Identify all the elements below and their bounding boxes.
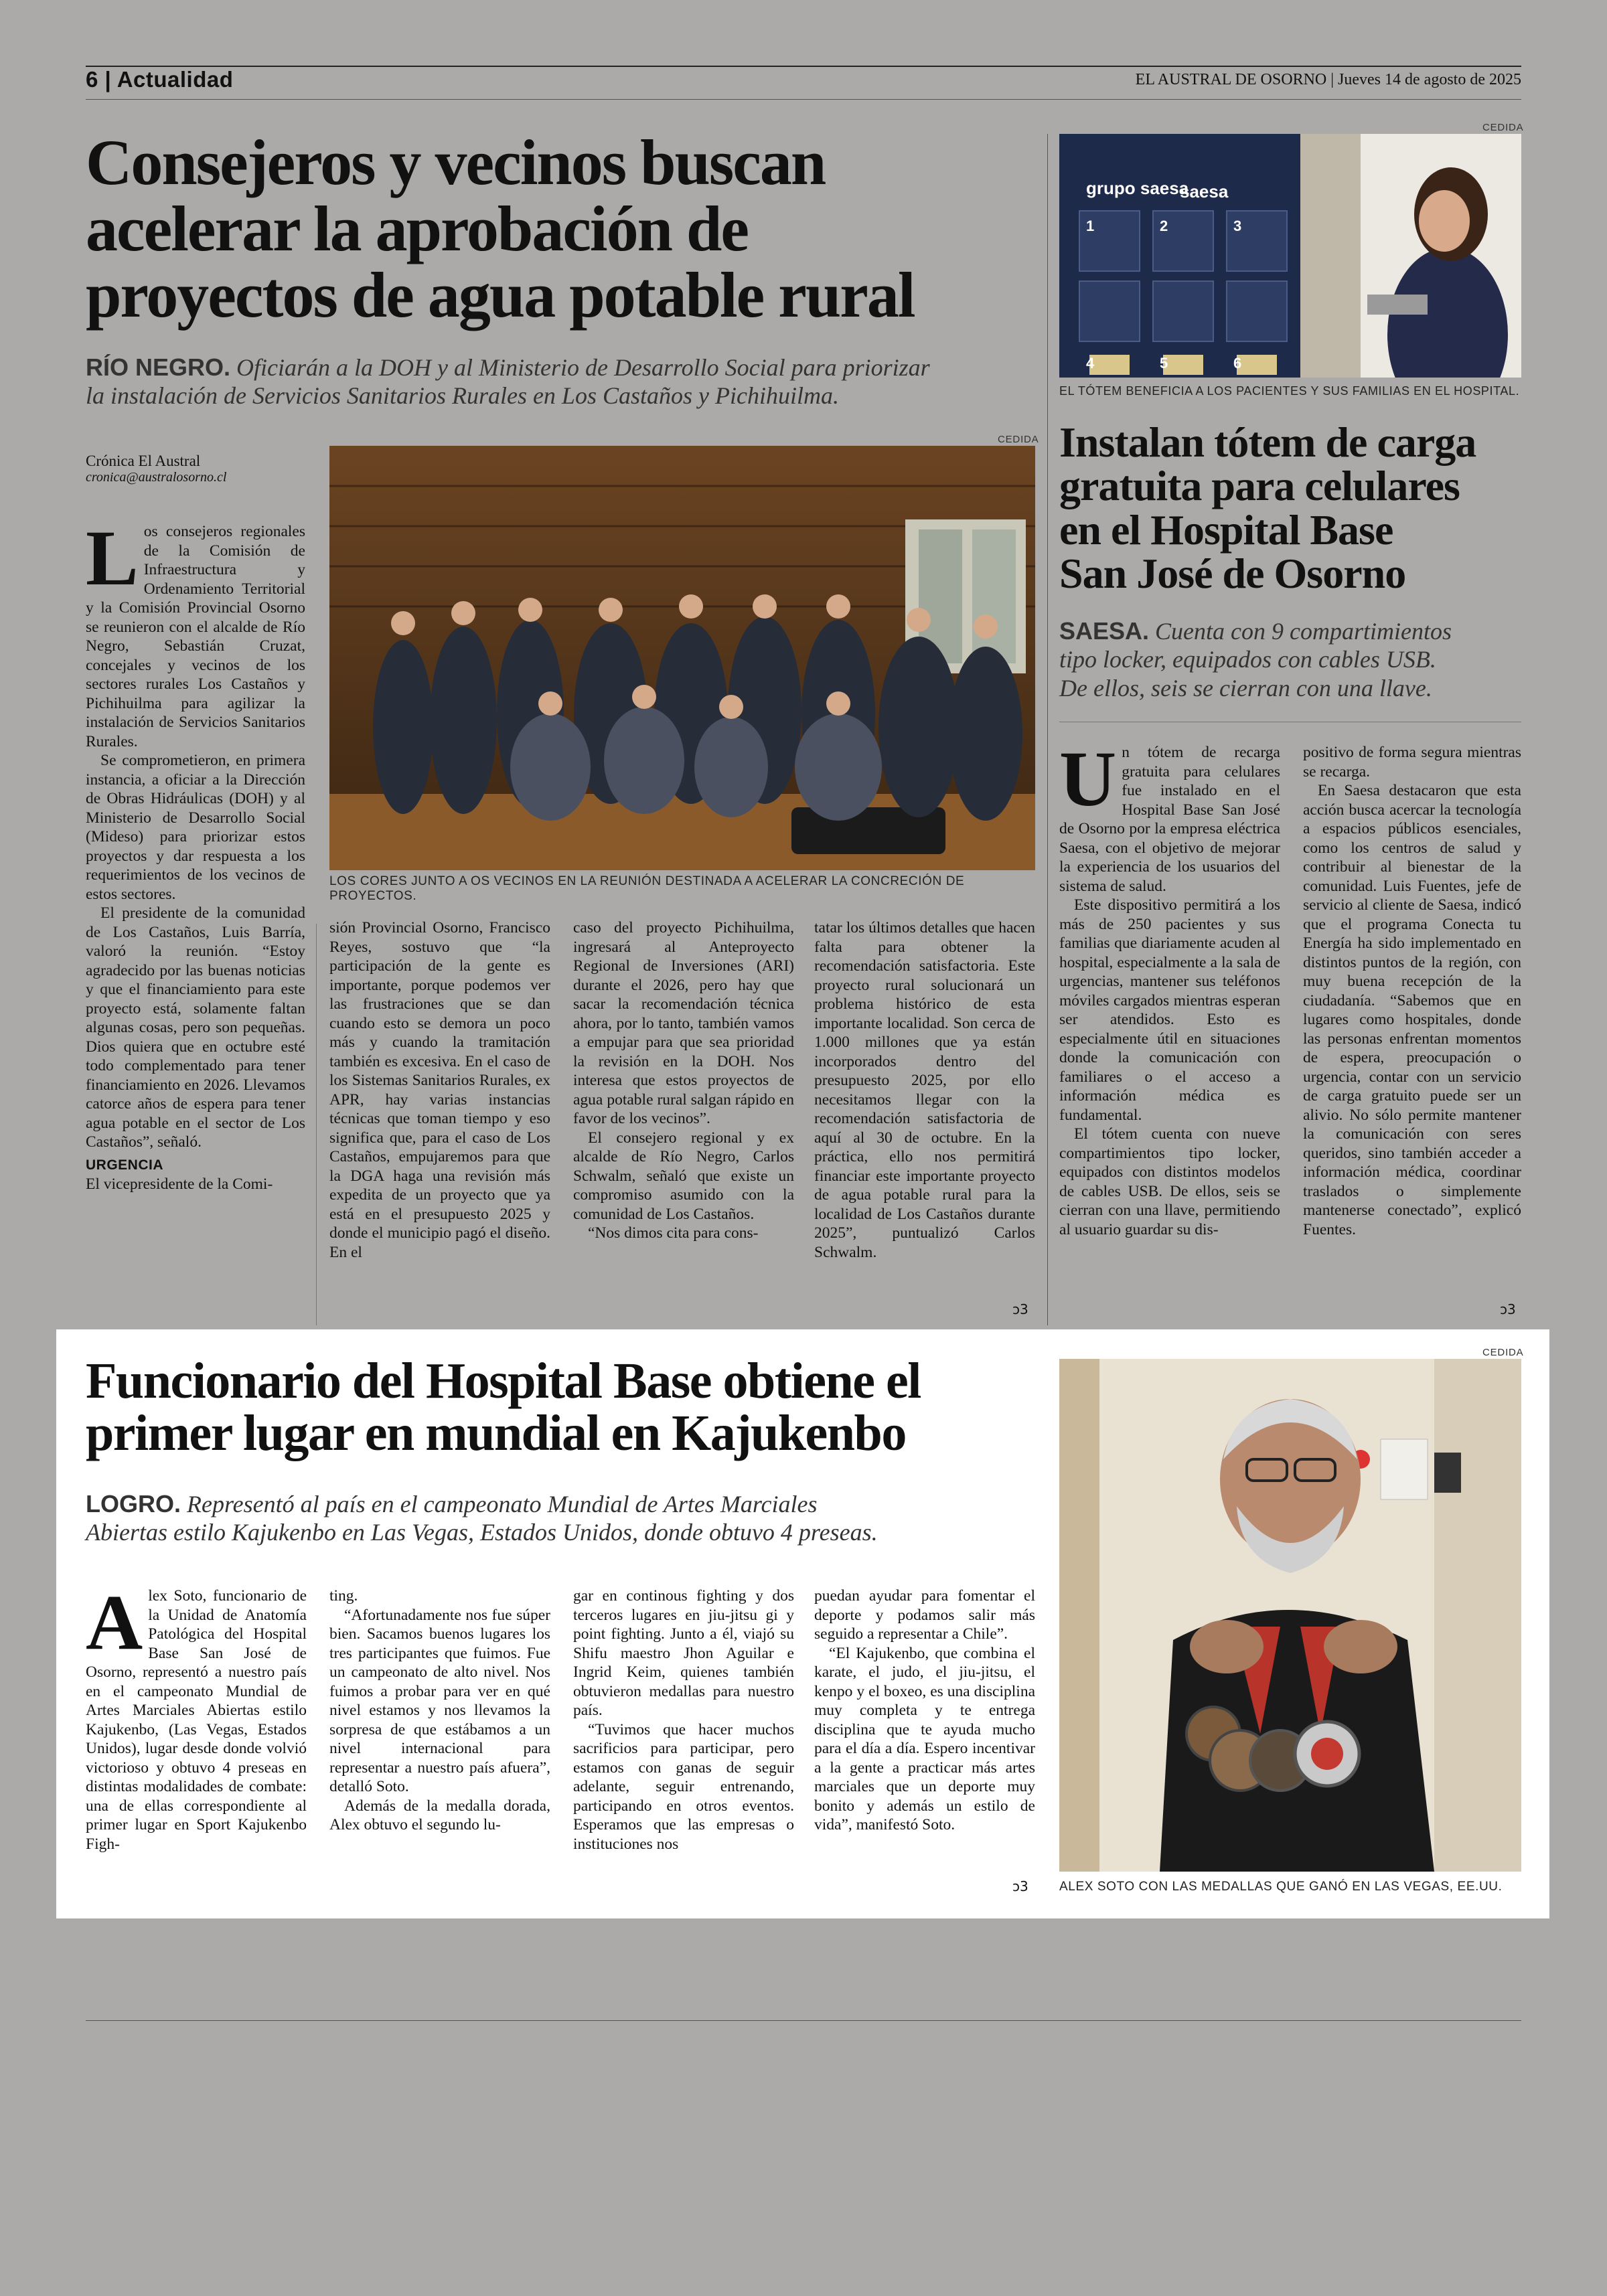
article2-photo-credit: CEDIDA (1482, 122, 1524, 133)
paragraph: lex Soto, funcionario de la Unidad de Anatomía Patológica del Hospital Base San José de Osorno, representó a nuestro país en el campeonato Mundial de Artes Marciales Abiertas estilo Kajukenbo, (Las Vegas, Estados Unidos), lugar desde donde volvió victorioso y obtuvo 4 preseas en distintas modalidades de combate: una de ellas correspondiente al primer lugar en Sport Kajukenbo Figh- (86, 1587, 307, 1853)
article1-byline (86, 453, 226, 485)
top-rule (86, 66, 1521, 67)
article1-headline (86, 127, 915, 331)
deck-line: De ellos, seis se cierran con una llave. (1059, 674, 1432, 702)
paragraph: n tótem de recarga gratuita para celulares fue instalado en el Hospital Base San José de Osorno por la empresa eléctrica Saesa, con el objetivo de mejorar la experiencia de los usuarios del sistema de salud. (1059, 744, 1280, 895)
article1-column-3 (573, 918, 794, 1243)
article3-deck (86, 1490, 1050, 1547)
headline-line: en el Hospital Base (1059, 505, 1393, 554)
publication-dateline (1136, 71, 1521, 89)
group-meeting-photo (329, 446, 1035, 870)
paragraph: positivo de forma segura mientras se recarga. (1303, 744, 1521, 781)
article3-photo-caption: ALEX SOTO CON LAS MEDALLAS QUE GANÓ EN LAS VEGAS, EE.UU. (1059, 1880, 1503, 1894)
deck-line: la instalación de Servicios Sanitarios Rurales en Los Castaños y Pichihuilma. (86, 382, 839, 410)
headline-line: Instalan tótem de carga (1059, 418, 1476, 466)
end-mark-icon: ↄ3 (1012, 1301, 1028, 1317)
locker-number: 4 (1086, 355, 1095, 372)
article1-deck (86, 353, 1037, 410)
drop-cap: U (1059, 735, 1117, 823)
paragraph: sión Provincial Osorno, Francisco Reyes, sostuvo que “la participación de la gente es importante, porque podemos ver las frustraciones que se dan cuando esto se demora un poco más y cuando la tramitación también es excesiva. En el caso de los Sistemas Sanitarios Rurales, ex APR, hay varias instancias técnicas que toman tiempo y eso significa que, para el caso de Los Castaños, empujaremos para que la DGA haga una revisión más expedita de un proyecto que ya está en el presupuesto 2025 y donde el municipio pagó el diseño. En el (329, 919, 550, 1261)
deck-line: tipo locker, equipados con cables USB. (1059, 646, 1436, 673)
column-rule (316, 924, 317, 1325)
article1-kicker: RÍO NEGRO. (86, 353, 231, 381)
drop-cap: L (86, 514, 139, 602)
article3-column-1 (86, 1578, 307, 1854)
bottom-rule (86, 2020, 1521, 2021)
paragraph: gar en continous fighting y dos terceros lugares en jiu-jitsu gi y point fighting. Junto a él, viajó su Shifu maestro Jhon Aguilar e Ingrid Keim, quienes también obtuvieron medallas para nuestro país. (573, 1587, 794, 1719)
paragraph: os consejeros regionales de la Comisión de Infraestructura y Ordenamiento Territorial y la Comisión Provincial Osorno se reunieron con el alcalde de Río Negro, Sebastián Cruzat, concejales y vecinos de los sectores rurales Los Castaños y Pichihuilma para agilizar la instalación de Servicios Sanitarios Rurales. (86, 523, 305, 750)
article1-photo-caption: LOS CORES JUNTO A OS VECINOS EN LA REUNIÓN DESTINADA A ACELERAR LA CONCRECIÓN DE PROYECTOS. (329, 874, 965, 903)
headline-line: gratuita para celulares (1059, 462, 1460, 510)
totem-brand-text: grupo saesa (1086, 178, 1189, 198)
medalist-photo (1059, 1359, 1521, 1872)
issue-date: | Jueves 14 de agosto de 2025 (1326, 71, 1521, 88)
article1-column-4 (814, 918, 1035, 1262)
paragraph: “Tuvimos que hacer muchos sacrificios para participar, pero estamos con ganas de seguir adelante, seguir entrenando, participando en otros eventos. Esperamos que las empresas o instituciones nos (573, 1720, 794, 1853)
article2-headline (1059, 420, 1476, 595)
article2-deck (1059, 617, 1521, 702)
byline-email: cronica@australosorno.cl (86, 470, 227, 485)
article2-column-2 (1303, 743, 1521, 1239)
paragraph: El vicepresidente de la Comi- (86, 1175, 273, 1193)
paragraph: tatar los últimos detalles que hacen falta para obtener la recomendación satisfactoria. Este proyecto rural solucionará un problema histórico de esta importante localidad. Son cerca de 1.000 millones que ya están incorporados dentro del presupuesto 2025, por ello necesitamos llegar con la recomendación satisfactoria de aquí al 30 de octubre. En la práctica, ello nos permitirá financiar este importante proyecto de agua potable rural para la localidad de Los Castaños durante 2025”, puntualizó Carlos Schwalm. (814, 919, 1035, 1261)
end-mark-icon: ↄ3 (1500, 1301, 1516, 1317)
article1-column-1 (86, 514, 305, 1194)
deck-line: Abiertas estilo Kajukenbo en Las Vegas, Estados Unidos, donde obtuvo 4 preseas. (86, 1519, 878, 1546)
totem-brand-text: saesa (1180, 181, 1229, 201)
section-label: 6 | Actualidad (86, 67, 234, 92)
headline-line: primer lugar en mundial en Kajukenbo (86, 1405, 906, 1462)
article3-column-2 (329, 1586, 550, 1835)
end-mark-icon: ↄ3 (1012, 1878, 1028, 1894)
byline-name: Crónica El Austral (86, 453, 201, 469)
drop-cap: A (86, 1578, 143, 1666)
article3-column-3 (573, 1586, 794, 1854)
paragraph: “Nos dimos cita para cons- (588, 1224, 759, 1242)
article2-photo-caption: EL TÓTEM BENEFICIA A LOS PACIENTES Y SUS FAMILIAS EN EL HOSPITAL. (1059, 384, 1520, 398)
paragraph: “El Kajukenbo, que combina el karate, el judo, el jiu-jitsu, el kenpo y el boxeo, es una disciplina muy completa y te entrega disciplina que te ayuda mucho para el día a día. Espero incentivar a la gente a practicar más artes marciales que un deporte muy bonito y además un estilo de vida”, manifestó Soto. (814, 1644, 1035, 1833)
headline-line: acelerar la aprobación de (86, 192, 748, 264)
paragraph: ting. (329, 1587, 358, 1605)
article3-headline (86, 1355, 921, 1460)
paragraph: Este dispositivo permitirá a los más de 250 pacientes y sus familias que diariamente acuden al hospital, especialmente a la sala de urgencias, mantener sus teléfonos móviles cargados mientras esperan ser atendidos. Esto es especialmente útil en situaciones donde la comunicación con familiares o el acceso a información médica es fundamental. (1059, 896, 1280, 1124)
deck-line: Cuenta con 9 compartimientos (1149, 618, 1452, 645)
article2-column-1 (1059, 735, 1280, 1239)
paragraph: Se comprometieron, en primera instancia, a oficiar a la Dirección de Obras Hidráulicas (DOH) y al Ministerio de Desarrollo Social (Mideso) para priorizar estos proyectos y dar respuesta a los requerimientos de los vecinos de estos sectores. (86, 752, 305, 903)
publication-name: EL AUSTRAL DE OSORNO (1135, 71, 1327, 88)
article1-column-2 (329, 918, 550, 1262)
paragraph: “Afortunadamente nos fue súper bien. Sacamos buenos lugares los tres participantes que fuimos. Fue un campeonato de alto nivel. Nos fuimos a probar para ver en qué nivel estamos y nos llevamos la sorpresa de que estábamos a un nivel internacional para representar a nuestro país afuera”, detalló Soto. (329, 1606, 550, 1795)
locker-number: 5 (1160, 355, 1168, 372)
headline-line: San José de Osorno (1059, 549, 1406, 597)
headline-line: Consejeros y vecinos buscan (86, 127, 826, 198)
column-divider (1047, 134, 1048, 1325)
subhead: URGENCIA (86, 1157, 164, 1173)
deck-line: Representó al país en el campeonato Mundial de Artes Marciales (181, 1491, 818, 1518)
totem-photo (1059, 134, 1521, 378)
paragraph: puedan ayudar para fomentar el deporte y podamos salir más seguido a representar a Chile”. (814, 1587, 1035, 1643)
article2-kicker: SAESA. (1059, 617, 1150, 645)
header-rule (86, 99, 1521, 100)
locker-number: 1 (1086, 218, 1095, 234)
article3-kicker: LOGRO. (86, 1490, 181, 1518)
paragraph: En Saesa destacaron que esta acción busca acercar la tecnología a espacios públicos esenciales, como los centros de salud y contribuir al bienestar de la comunidad. Luis Fuentes, jefe de servicio al cliente de Saesa, indicó que el programa Conecta tu Energía ha sido implementado en distintos puntos de la región, con muy buena recepción de la ciudadanía. “Sabemos que en lugares como hospitales, donde las personas enfrentan momentos de espera, preocupación o urgencia, contar con un servicio de carga gratuito puede ser un alivio. No sólo permite mantener la comunicación con seres queridos, sino también acceder a información médica, coordinar traslados o simplemente mantenerse conectado”, explicó Fuentes. (1303, 782, 1521, 1238)
article3-column-4 (814, 1586, 1035, 1835)
paragraph: El consejero regional y ex alcalde de Río Negro, Carlos Schwalm, señaló que existe un compromiso asumido con la comunidad de Los Castaños. (573, 1129, 794, 1223)
deck-line: Oficiarán a la DOH y al Ministerio de Desarrollo Social para priorizar (230, 354, 930, 381)
locker-number: 3 (1233, 218, 1242, 234)
paragraph: Además de la medalla dorada, Alex obtuvo el segundo lu- (329, 1797, 550, 1833)
locker-number: 2 (1160, 218, 1168, 234)
paragraph: El presidente de la comunidad de Los Castaños, Luis Barría, valoró la reunión. “Estoy agradecido por las buenas noticias y que el financiamiento para este proyecto está, solamente faltan algunas cosas, pero son pequeñas. Dios quiera que en octubre esté todo complementado para tener financiamiento en 2026. Llevamos catorce años de espera para tener agua potable en el sector de Los Castaños”, señaló. (86, 904, 305, 1151)
article1-photo-credit: CEDIDA (998, 434, 1039, 445)
headline-line: proyectos de agua potable rural (86, 258, 915, 331)
article3-photo-credit: CEDIDA (1482, 1347, 1524, 1358)
headline-line: Funcionario del Hospital Base obtiene el (86, 1353, 921, 1409)
paragraph: El tótem cuenta con nueve compartimientos tipo locker, equipados con distintos modelos de cables USB. De ellos, seis se cierran con una llave, permitiendo al usuario guardar su dis- (1059, 1125, 1280, 1238)
paragraph: caso del proyecto Pichihuilma, ingresará al Anteproyecto Regional de Inversiones (ARI) durante el 2026, pero hay que sacar la recomendación técnica ahora, por lo tanto, también vamos a empujar para que sea prioridad la revisión en la DOH. Nos interesa que estos proyectos de agua potable rural salgan rápido en favor de los vecinos”. (573, 919, 794, 1127)
locker-number: 6 (1233, 355, 1242, 372)
